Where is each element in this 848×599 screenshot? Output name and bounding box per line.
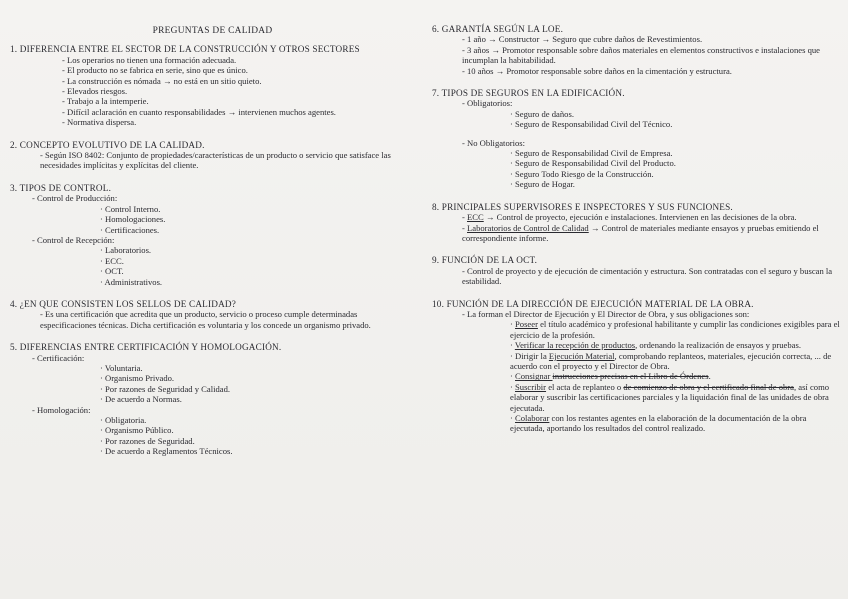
list-item: · Seguro de daños. (510, 108, 574, 119)
list-item: · Colaborar con los restantes agentes en la elaboración de la documentación de la obra ejecutada, aportando los resultados del control realizado. (510, 413, 807, 434)
section-2 (10, 140, 415, 171)
section-9-heading: 9. FUNCIÓN DE LA OCT. (432, 255, 538, 266)
list-item: - Los operarios no tienen una formación adecuada. (62, 54, 237, 65)
list-item: · Seguro de Responsabilidad Civil de Empresa. (510, 148, 673, 159)
list-item: · Seguro de Responsabilidad Civil del Técnico. (510, 119, 673, 130)
group-label: - No Obligatorios: (462, 137, 526, 148)
group-label: - Obligatorios: (462, 98, 513, 109)
page-title: PREGUNTAS DE CALIDAD (152, 26, 273, 36)
section-7-heading: 7. TIPOS DE SEGUROS EN LA EDIFICACIÓN. (432, 88, 625, 99)
section-6 (432, 24, 840, 76)
section-8-heading: 8. PRINCIPALES SUPERVISORES E INSPECTORES Y SUS FUNCIONES. (432, 201, 733, 212)
list-item: · Organismo Privado. (100, 373, 175, 384)
list-item: · Voluntaria. (100, 362, 143, 373)
paragraph: - Control de proyecto y de ejecución de cimentación y estructura. Son contratadas con el seguro y buscan la estabilidad. (462, 265, 833, 287)
section-8 (432, 202, 840, 244)
list-item: · Laboratorios. (100, 245, 152, 256)
list-item: - Trabajo a la intemperie. (62, 96, 149, 107)
list-item: · De acuerdo a Normas. (100, 394, 182, 405)
list-item: - 10 años → Promotor responsable sobre daños en la cimentación y estructura. (462, 65, 732, 76)
left-column (10, 24, 415, 469)
list-item: · Poseer el título académico y profesional habilitante y cumplir las condiciones exigibles para el ejercicio de la profesión. (510, 319, 840, 340)
group-label: - Certificación: (32, 352, 85, 363)
list-item: - Normativa dispersa. (62, 117, 137, 128)
section-9 (432, 255, 840, 286)
paragraph: - Es una certificación que acredita que un producto, servicio o proceso cumple determinadas especificaciones técnicas. Dicha certificación es voluntaria y los concede un organismo privado. (40, 309, 371, 330)
section-2-heading: 2. CONCEPTO EVOLUTIVO DE LA CALIDAD. (10, 139, 205, 150)
list-item: · Administrativos. (100, 276, 163, 287)
group-label: - Control de Producción: (32, 193, 118, 204)
paragraph: - La forman el Director de Ejecución y El Director de Obra, y sus obligaciones son: (462, 308, 750, 319)
list-item: · OCT. (100, 266, 124, 277)
list-item: · Obligatoria. (100, 415, 147, 425)
underlined-term: Laboratorios de Control de Calidad (467, 222, 589, 233)
underlined-term: ECC (467, 212, 484, 223)
list-item: - Elevados riesgos. (62, 86, 128, 97)
list-item: · ECC. (100, 255, 124, 266)
section-5 (10, 342, 415, 456)
list-item: · Organismo Público. (100, 425, 174, 436)
list-item: · Certificaciones. (100, 224, 160, 235)
paragraph: - Según ISO 8402: Conjunto de propiedades/características de un producto o servicio que satisface las necesidades implícitas y explícitas del cliente. (40, 150, 391, 171)
list-item: · Control Interno. (100, 203, 161, 214)
section-1-heading: 1. DIFERENCIA ENTRE EL SECTOR DE LA CONSTRUCCIÓN Y OTROS SECTORES (10, 44, 360, 55)
list-item: · Verificar la recepción de productos, ordenando la realización de ensayos y pruebas. (510, 340, 801, 351)
list-item: · Por razones de Seguridad. (100, 435, 195, 446)
section-10 (432, 299, 840, 434)
list-item: · Dirigir la Ejecución Material, comprobando replanteos, materiales, ejecución correcta, ... de acuerdo con el proyecto y el Director de Obra. (510, 350, 832, 371)
list-item: · Homologaciones. (100, 214, 166, 225)
section-4-heading: 4. ¿EN QUE CONSISTEN LOS SELLOS DE CALIDAD? (10, 298, 237, 309)
paragraph: - ECC → Control de proyecto, ejecución e instalaciones. Intervienen en las decisiones de la obra. (462, 212, 797, 223)
section-5-heading: 5. DIFERENCIAS ENTRE CERTIFICACIÓN Y HOMOLOGACIÓN. (10, 342, 282, 353)
list-item: · Seguro de Hogar. (510, 179, 575, 190)
list-item: · Seguro Todo Riesgo de la Construcción. (510, 168, 654, 179)
section-6-heading: 6. GARANTÍA SEGÚN LA LOE. (432, 24, 564, 34)
right-column (432, 24, 840, 446)
list-item: · Consignar instrucciones precisas en el Libro de Órdenes. (510, 371, 711, 382)
list-item: - Difícil aclaración en cuanto responsabilidades → intervienen muchos agentes. (62, 106, 336, 117)
section-3-heading: 3. TIPOS DE CONTROL. (10, 182, 112, 193)
list-item: · Seguro de Responsabilidad Civil del Producto. (510, 158, 676, 169)
group-label: - Homologación: (32, 404, 91, 415)
section-4 (10, 299, 415, 330)
section-3 (10, 183, 415, 287)
list-item: · De acuerdo a Reglamentos Técnicos. (100, 446, 233, 457)
list-item: - El producto no se fabrica en serie, sino que es único. (62, 65, 248, 76)
section-1 (10, 44, 415, 127)
list-item: · Por razones de Seguridad y Calidad. (100, 383, 231, 394)
group-label: - Control de Recepción: (32, 234, 115, 245)
list-item: · Suscribir el acta de replanteo o de comienzo de obra y el certificado final de obra, así como elaborar y suscribir las certificaciones parciales y la liquidación final de las unidades de obra ejecutada. (510, 381, 830, 413)
paragraph: - Laboratorios de Control de Calidad → Control de materiales mediante ensayos y pruebas emitiendo el correspondiente informe. (462, 222, 819, 243)
section-10-heading: 10. FUNCIÓN DE LA DIRECCIÓN DE EJECUCIÓN MATERIAL DE LA OBRA. (432, 298, 754, 309)
list-item: - 1 año → Constructor → Seguro que cubre daños de Revestimientos. (462, 34, 703, 45)
list-item: - La construcción es nómada → no está en un sitio quieto. (62, 75, 262, 86)
list-item: - 3 años → Promotor responsable sobre daños materiales en elementos constructivos e instalaciones que incumplan la habitabilidad. (462, 44, 820, 66)
section-7 (432, 88, 840, 190)
